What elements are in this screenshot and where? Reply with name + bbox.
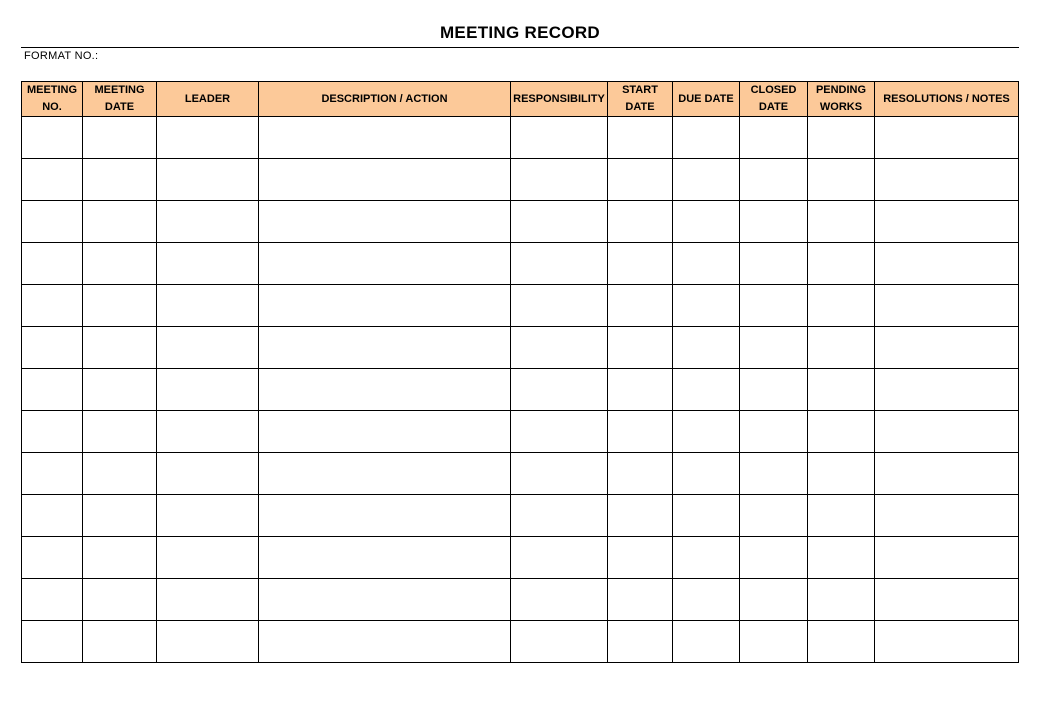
cell-start-date[interactable] bbox=[608, 285, 673, 327]
cell-resolutions[interactable] bbox=[875, 201, 1019, 243]
table-row bbox=[22, 117, 1019, 159]
column-header-meeting-date bbox=[83, 82, 157, 117]
cell-leader[interactable] bbox=[157, 201, 259, 243]
column-header-text: MEETING bbox=[94, 84, 145, 96]
format-number-label: FORMAT NO.: bbox=[24, 50, 99, 62]
meeting-record-table bbox=[21, 81, 1019, 663]
cell-pending-works[interactable] bbox=[808, 327, 875, 369]
cell-description[interactable] bbox=[259, 243, 511, 285]
cell-closed-date[interactable] bbox=[740, 159, 808, 201]
cell-responsibility[interactable] bbox=[511, 453, 608, 495]
cell-pending-works[interactable] bbox=[808, 411, 875, 453]
cell-responsibility[interactable] bbox=[511, 159, 608, 201]
column-header-text: DESCRIPTION / ACTION bbox=[321, 92, 448, 105]
cell-due-date[interactable] bbox=[673, 159, 740, 201]
cell-meeting-date[interactable] bbox=[83, 285, 157, 327]
cell-description[interactable] bbox=[259, 579, 511, 621]
cell-responsibility[interactable] bbox=[511, 495, 608, 537]
column-header-text: DATE bbox=[625, 101, 655, 113]
cell-description[interactable] bbox=[259, 369, 511, 411]
cell-meeting-no[interactable] bbox=[22, 411, 83, 453]
cell-description[interactable] bbox=[259, 327, 511, 369]
cell-resolutions[interactable] bbox=[875, 621, 1019, 663]
column-header-text: NO. bbox=[42, 101, 62, 113]
cell-closed-date[interactable] bbox=[740, 285, 808, 327]
table-row bbox=[22, 411, 1019, 453]
cell-meeting-date[interactable] bbox=[83, 117, 157, 159]
cell-meeting-no[interactable] bbox=[22, 285, 83, 327]
column-header-resolutions bbox=[875, 82, 1019, 117]
cell-start-date[interactable] bbox=[608, 579, 673, 621]
cell-pending-works[interactable] bbox=[808, 369, 875, 411]
column-header-meeting-no bbox=[22, 82, 83, 117]
cell-description[interactable] bbox=[259, 411, 511, 453]
cell-resolutions[interactable] bbox=[875, 117, 1019, 159]
column-header-text: CLOSED bbox=[750, 84, 797, 96]
cell-meeting-no[interactable] bbox=[22, 159, 83, 201]
cell-meeting-date[interactable] bbox=[83, 411, 157, 453]
cell-responsibility[interactable] bbox=[511, 243, 608, 285]
cell-leader[interactable] bbox=[157, 579, 259, 621]
cell-meeting-date[interactable] bbox=[83, 201, 157, 243]
cell-meeting-date[interactable] bbox=[83, 453, 157, 495]
cell-pending-works[interactable] bbox=[808, 243, 875, 285]
cell-resolutions[interactable] bbox=[875, 327, 1019, 369]
cell-start-date[interactable] bbox=[608, 243, 673, 285]
cell-meeting-no[interactable] bbox=[22, 453, 83, 495]
table-row bbox=[22, 159, 1019, 201]
cell-start-date[interactable] bbox=[608, 537, 673, 579]
cell-leader[interactable] bbox=[157, 159, 259, 201]
cell-leader[interactable] bbox=[157, 117, 259, 159]
cell-meeting-date[interactable] bbox=[83, 327, 157, 369]
cell-resolutions[interactable] bbox=[875, 369, 1019, 411]
cell-start-date[interactable] bbox=[608, 621, 673, 663]
cell-meeting-no[interactable] bbox=[22, 579, 83, 621]
document-title: MEETING RECORD bbox=[439, 23, 601, 42]
cell-resolutions[interactable] bbox=[875, 243, 1019, 285]
cell-start-date[interactable] bbox=[608, 201, 673, 243]
cell-responsibility[interactable] bbox=[511, 579, 608, 621]
cell-closed-date[interactable] bbox=[740, 327, 808, 369]
cell-meeting-no[interactable] bbox=[22, 495, 83, 537]
cell-closed-date[interactable] bbox=[740, 495, 808, 537]
cell-description[interactable] bbox=[259, 537, 511, 579]
cell-meeting-date[interactable] bbox=[83, 495, 157, 537]
table-row bbox=[22, 243, 1019, 285]
column-header-text: LEADER bbox=[184, 92, 231, 105]
cell-closed-date[interactable] bbox=[740, 453, 808, 495]
table-row bbox=[22, 201, 1019, 243]
cell-meeting-no[interactable] bbox=[22, 201, 83, 243]
cell-due-date[interactable] bbox=[673, 285, 740, 327]
cell-closed-date[interactable] bbox=[740, 579, 808, 621]
column-header-text: WORKS bbox=[819, 101, 863, 113]
cell-due-date[interactable] bbox=[673, 579, 740, 621]
cell-pending-works[interactable] bbox=[808, 537, 875, 579]
table-row bbox=[22, 495, 1019, 537]
cell-pending-works[interactable] bbox=[808, 495, 875, 537]
cell-responsibility[interactable] bbox=[511, 411, 608, 453]
cell-resolutions[interactable] bbox=[875, 411, 1019, 453]
column-header-responsibility bbox=[511, 82, 608, 117]
table-row bbox=[22, 579, 1019, 621]
table-body bbox=[22, 117, 1019, 663]
title-rule bbox=[21, 47, 1019, 48]
cell-start-date[interactable] bbox=[608, 453, 673, 495]
cell-due-date[interactable] bbox=[673, 537, 740, 579]
cell-meeting-date[interactable] bbox=[83, 537, 157, 579]
table-row bbox=[22, 285, 1019, 327]
cell-description[interactable] bbox=[259, 621, 511, 663]
column-header-text: PENDING bbox=[815, 84, 867, 96]
cell-description[interactable] bbox=[259, 453, 511, 495]
cell-responsibility[interactable] bbox=[511, 201, 608, 243]
cell-resolutions[interactable] bbox=[875, 537, 1019, 579]
cell-description[interactable] bbox=[259, 117, 511, 159]
cell-closed-date[interactable] bbox=[740, 369, 808, 411]
cell-resolutions[interactable] bbox=[875, 579, 1019, 621]
cell-description[interactable] bbox=[259, 159, 511, 201]
cell-leader[interactable] bbox=[157, 327, 259, 369]
cell-responsibility[interactable] bbox=[511, 285, 608, 327]
table-row bbox=[22, 537, 1019, 579]
cell-leader[interactable] bbox=[157, 411, 259, 453]
cell-start-date[interactable] bbox=[608, 117, 673, 159]
column-header-leader bbox=[157, 82, 259, 117]
cell-due-date[interactable] bbox=[673, 453, 740, 495]
cell-meeting-no[interactable] bbox=[22, 621, 83, 663]
column-header-text: START bbox=[622, 84, 658, 96]
cell-meeting-no[interactable] bbox=[22, 327, 83, 369]
cell-due-date[interactable] bbox=[673, 411, 740, 453]
cell-description[interactable] bbox=[259, 495, 511, 537]
header-row bbox=[22, 82, 1019, 117]
cell-meeting-date[interactable] bbox=[83, 621, 157, 663]
column-header-text: RESPONSIBILITY bbox=[513, 92, 605, 105]
cell-start-date[interactable] bbox=[608, 327, 673, 369]
cell-pending-works[interactable] bbox=[808, 201, 875, 243]
cell-closed-date[interactable] bbox=[740, 243, 808, 285]
cell-leader[interactable] bbox=[157, 495, 259, 537]
cell-responsibility[interactable] bbox=[511, 621, 608, 663]
cell-due-date[interactable] bbox=[673, 327, 740, 369]
column-header-description bbox=[259, 82, 511, 117]
cell-pending-works[interactable] bbox=[808, 579, 875, 621]
cell-due-date[interactable] bbox=[673, 243, 740, 285]
cell-due-date[interactable] bbox=[673, 117, 740, 159]
cell-closed-date[interactable] bbox=[740, 117, 808, 159]
cell-meeting-date[interactable] bbox=[83, 159, 157, 201]
cell-meeting-date[interactable] bbox=[83, 243, 157, 285]
column-header-text: DUE DATE bbox=[678, 92, 734, 105]
cell-pending-works[interactable] bbox=[808, 285, 875, 327]
cell-leader[interactable] bbox=[157, 453, 259, 495]
table-row bbox=[22, 369, 1019, 411]
cell-leader[interactable] bbox=[157, 369, 259, 411]
cell-description[interactable] bbox=[259, 285, 511, 327]
cell-closed-date[interactable] bbox=[740, 201, 808, 243]
column-header-text: RESOLUTIONS / NOTES bbox=[883, 92, 1010, 105]
cell-resolutions[interactable] bbox=[875, 495, 1019, 537]
cell-responsibility[interactable] bbox=[511, 369, 608, 411]
cell-closed-date[interactable] bbox=[740, 411, 808, 453]
cell-meeting-no[interactable] bbox=[22, 117, 83, 159]
column-header-text: DATE bbox=[104, 101, 135, 113]
cell-due-date[interactable] bbox=[673, 495, 740, 537]
cell-start-date[interactable] bbox=[608, 495, 673, 537]
cell-due-date[interactable] bbox=[673, 201, 740, 243]
cell-start-date[interactable] bbox=[608, 369, 673, 411]
table-row bbox=[22, 621, 1019, 663]
cell-leader[interactable] bbox=[157, 621, 259, 663]
cell-responsibility[interactable] bbox=[511, 327, 608, 369]
cell-resolutions[interactable] bbox=[875, 453, 1019, 495]
cell-start-date[interactable] bbox=[608, 159, 673, 201]
cell-meeting-date[interactable] bbox=[83, 369, 157, 411]
cell-pending-works[interactable] bbox=[808, 453, 875, 495]
cell-pending-works[interactable] bbox=[808, 117, 875, 159]
cell-closed-date[interactable] bbox=[740, 621, 808, 663]
cell-closed-date[interactable] bbox=[740, 537, 808, 579]
column-header-pending-works bbox=[808, 82, 875, 117]
cell-responsibility[interactable] bbox=[511, 117, 608, 159]
column-header-text: MEETING bbox=[26, 84, 78, 96]
table-row bbox=[22, 453, 1019, 495]
cell-meeting-date[interactable] bbox=[83, 579, 157, 621]
cell-pending-works[interactable] bbox=[808, 159, 875, 201]
cell-description[interactable] bbox=[259, 201, 511, 243]
cell-meeting-no[interactable] bbox=[22, 537, 83, 579]
cell-leader[interactable] bbox=[157, 285, 259, 327]
column-header-due-date bbox=[673, 82, 740, 117]
cell-resolutions[interactable] bbox=[875, 159, 1019, 201]
column-header-text: DATE bbox=[758, 101, 789, 113]
cell-pending-works[interactable] bbox=[808, 621, 875, 663]
cell-meeting-no[interactable] bbox=[22, 369, 83, 411]
cell-leader[interactable] bbox=[157, 537, 259, 579]
table-row bbox=[22, 327, 1019, 369]
cell-start-date[interactable] bbox=[608, 411, 673, 453]
cell-due-date[interactable] bbox=[673, 621, 740, 663]
cell-leader[interactable] bbox=[157, 243, 259, 285]
cell-meeting-no[interactable] bbox=[22, 243, 83, 285]
column-header-closed-date bbox=[740, 82, 808, 117]
cell-resolutions[interactable] bbox=[875, 285, 1019, 327]
cell-due-date[interactable] bbox=[673, 369, 740, 411]
column-header-start-date bbox=[608, 82, 673, 117]
cell-responsibility[interactable] bbox=[511, 537, 608, 579]
